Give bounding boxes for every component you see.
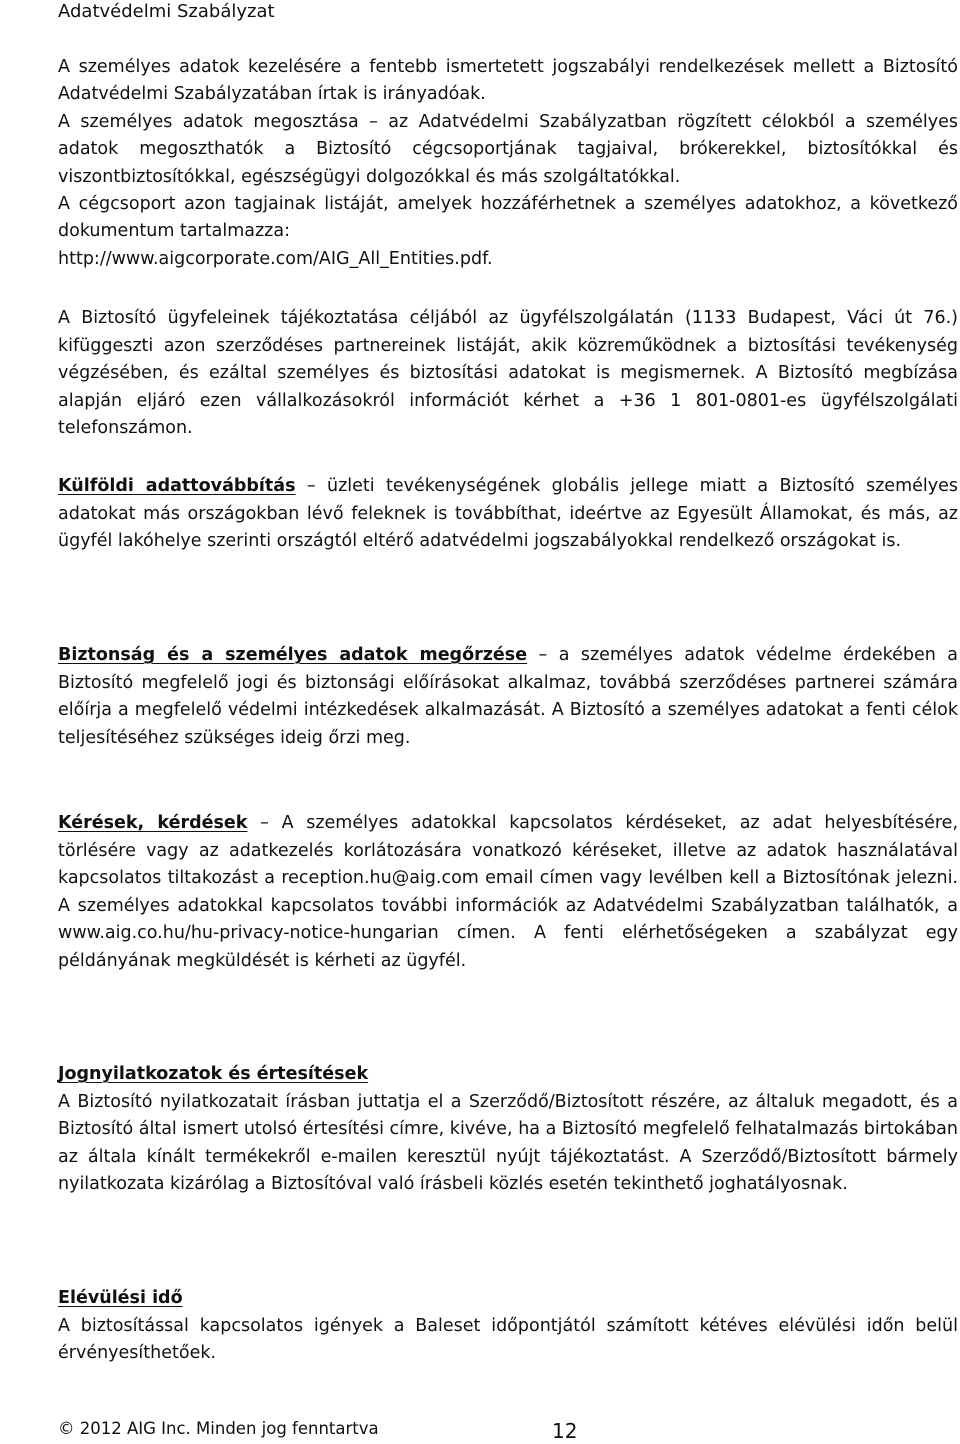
security-text: – a személyes adatok védelme érdekében a Biztosító megfelelő jogi és biztonsági előírásokat alkalmaz, továbbá szerződéses partnerei számára előírja a megfelelő védelmi intézkedések alkalmazását. A Biztosító a személyes adatokat a fenti célok teljesítéséhez szükséges ideig őrzi meg. (58, 645, 959, 748)
page-number: 12 (552, 1419, 578, 1443)
foreign-transfer-heading: Külföldi adattovábbítás (58, 476, 296, 496)
requests-text: – A személyes adatokkal kapcsolatos kérdéseket, az adat helyesbítésére, törlésére vagy az adatkezelés korlátozására vonatkozó kéréseket, illetve az adatok használatával kapcsolatos tiltakozást a reception.hu@aig.com email címen vagy levélben kell a Biztosítónak jelezni. A személyes adatokkal kapcsolatos további információk az Adatvédelmi Szabályzatban találhatók, a www.aig.co.hu/hu-privacy-notice-hungarian címen. A fenti elérhetőségeken a szabályzat egy példányának megküldését is kérheti az ügyfél. (58, 813, 959, 971)
security-paragraph (58, 642, 958, 752)
security-heading: Biztonság és a személyes adatok megőrzése (58, 645, 528, 665)
partners-text: A Biztosító ügyfeleinek tájékoztatása céljából az ügyfélszolgálatán (1133 Budapest, Váci út 76.) kifüggeszti azon szerződéses partnereinek listáját, akik közreműködnek a biztosítási tevékenység végzésében, és ezáltal személyes és biztosítási adatokat is megismernek. A Biztosító megbízása alapján eljáró ezen vállalkozásokról információt kérhet a +36 1 801-0801-es ügyfélszolgálati telefonszámon. (58, 308, 958, 439)
limitation-section (58, 1285, 958, 1368)
partners-paragraph (58, 305, 958, 443)
notices-section (58, 1061, 958, 1199)
foreign-transfer-text: – üzleti tevékenységének globális jellege miatt a Biztosító személyes adatokat más országokban lévő feleknek is továbbíthat, ideértve az Egyesült Államokat, és más, az ügyfél lakóhelye szerinti országtól eltérő adatvédelmi jogszabályokkal rendelkező országokat is. (58, 476, 958, 552)
requests-paragraph (58, 810, 958, 976)
entities-link: http://www.aigcorporate.com/AIG_All_Entities.pdf. (58, 248, 493, 269)
group-members-text: A cégcsoport azon tagjainak listáját, amelyek hozzáférhetnek a személyes adatokhoz, a következő dokumentum tartalmazza: (58, 194, 958, 242)
copyright-notice: © 2012 AIG Inc. Minden jog fenntartva (58, 1419, 379, 1438)
limitation-heading: Elévülési idő (58, 1288, 183, 1308)
foreign-transfer-paragraph (58, 473, 958, 556)
privacy-paragraph (58, 54, 958, 273)
notices-heading: Jognyilatkozatok és értesítések (58, 1064, 369, 1084)
page-title: Adatvédelmi Szabályzat (58, 1, 275, 22)
notices-text: A Biztosító nyilatkozatait írásban juttatja el a Szerződő/Biztosított részére, az általuk megadott, és a Biztosító által ismert utolsó értesítési címre, kivéve, ha a Biztosító megfelelő felhatalmazás birtokában az általa kínált termékekről e-mailen keresztül nyújt tájékoztatást. A Szerződő/Biztosított bármely nyilatkozata kizárólag a Biztosítóval való írásbeli közlés esetén tekinthető joghatályosnak. (58, 1091, 958, 1195)
data-sharing-text: A személyes adatok megosztása – az Adatvédelmi Szabályzatban rögzített célokból a személyes adatok megoszthatók a Biztosító cégcsoportjának tagjaival, brókerekkel, biztosítókkal és viszontbiztosítókkal, egészségügyi dolgozókkal és más szolgáltatókkal. (58, 111, 958, 187)
requests-heading: Kérések, kérdések (58, 813, 248, 833)
document-page (58, 0, 960, 1442)
privacy-intro-text: A személyes adatok kezelésére a fentebb ismertetett jogszabályi rendelkezések mellett a Biztosító Adatvédelmi Szabályzatában írtak is irányadóak. (58, 57, 958, 105)
limitation-text: A biztosítással kapcsolatos igények a Baleset időpontjától számított kétéves elévülési időn belül érvényesíthetőek. (58, 1315, 958, 1364)
